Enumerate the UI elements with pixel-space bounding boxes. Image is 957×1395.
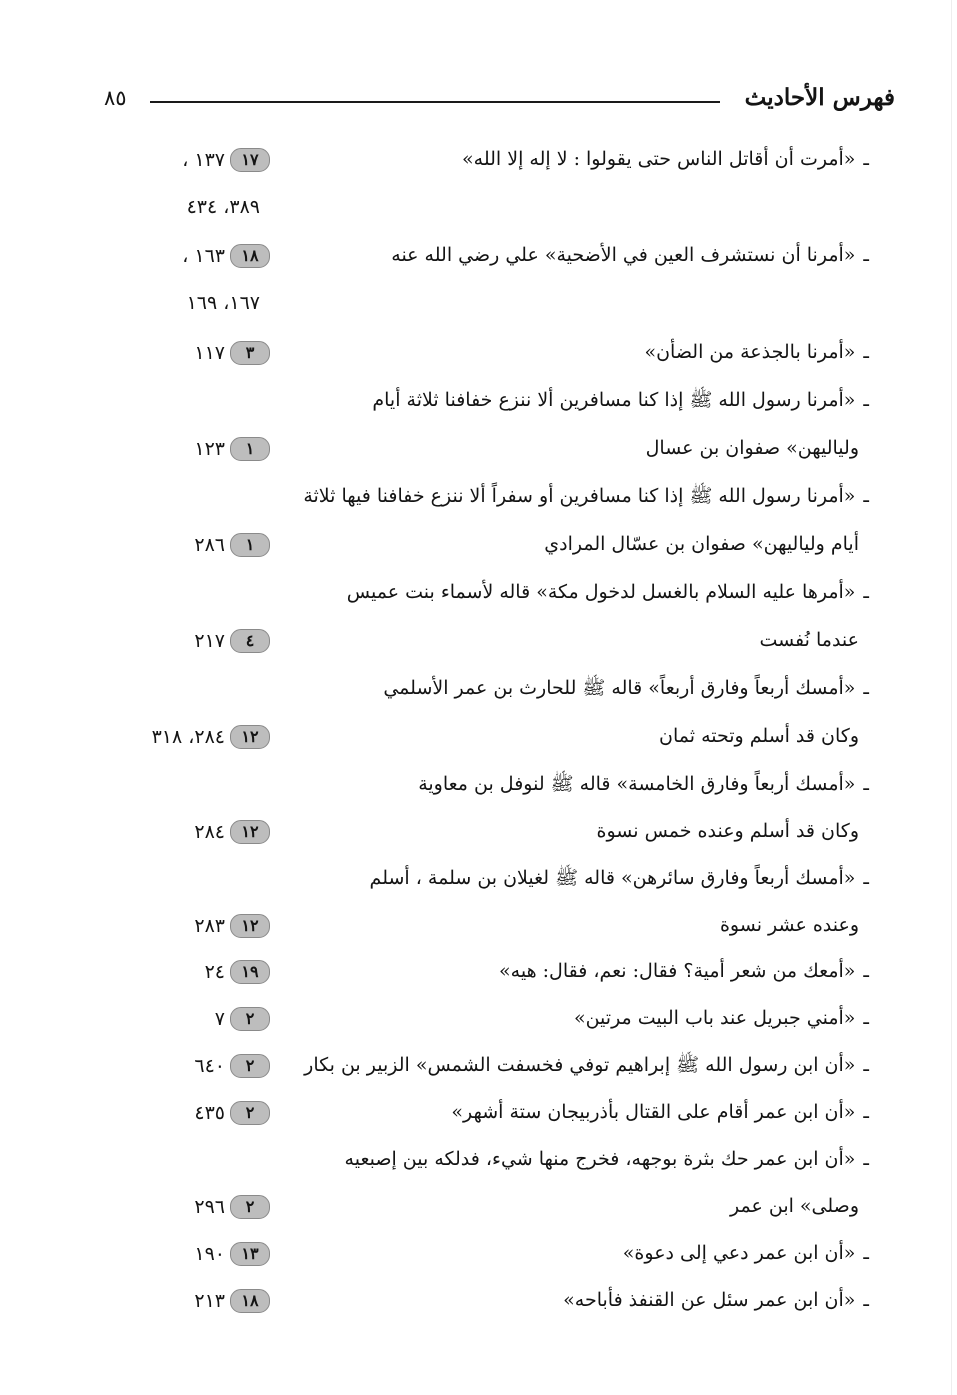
- volume-badge: ١٣: [230, 1242, 270, 1266]
- volume-badge: ١٢: [230, 725, 270, 749]
- reference: [100, 723, 270, 749]
- volume-badge: ١٢: [230, 820, 270, 844]
- hadith-text: «أن ابن عمر أقام على القتال بأذربيجان ستة أشهر»: [451, 1101, 856, 1123]
- hadith-text: «أمسك أربعاً وفارق سائرهن» قاله ﷺ لغيلان بن سلمة ، أسلم: [369, 867, 856, 889]
- reference: [100, 531, 270, 557]
- entry-dash: ـ: [863, 1289, 869, 1311]
- volume-badge: ١٨: [230, 244, 270, 268]
- scan-margin-line: [951, 0, 952, 1395]
- hadith-entry: [370, 865, 869, 891]
- reference: [100, 146, 270, 172]
- entry-dash: ـ: [863, 581, 869, 603]
- hadith-text: «أن ابن رسول الله ﷺ إبراهيم توفي فخسفت الشمس» الزبير بن بكار: [304, 1054, 856, 1076]
- hadith-text-continued: ولياليهن» صفوان بن عسال: [645, 437, 859, 459]
- hadith-text-continued: أيام ولياليهن» صفوان بن عسّال المرادي: [544, 533, 859, 555]
- entry-dash: ـ: [863, 677, 869, 699]
- hadith-text: «أمرنا بالجذعة من الضأن»: [644, 341, 856, 363]
- reference: [100, 958, 270, 984]
- hadith-text: «أمرت أن أقاتل الناس حتى يقولوا : لا إله إلا الله»: [462, 148, 856, 170]
- hadith-entry: [462, 146, 869, 172]
- reference: [100, 818, 270, 844]
- entry-dash: ـ: [863, 960, 869, 982]
- volume-badge: ١٧: [230, 148, 270, 172]
- page-refs: ٧: [214, 1008, 225, 1030]
- hadith-text: «أمرنا رسول الله ﷺ إذا كنا مسافرين ألا ننزع خفافنا ثلاثة أيام: [372, 389, 856, 411]
- page-refs: ٤٣٥: [194, 1102, 225, 1124]
- page-refs-continued: ١٦٧، ١٦٩: [186, 292, 260, 314]
- entry-dash: ـ: [863, 773, 869, 795]
- volume-badge: ٢: [230, 1054, 270, 1078]
- page-refs: ٢٨٤، ٣١٨: [151, 726, 225, 748]
- volume-badge: ١: [230, 533, 270, 557]
- reference: [100, 339, 270, 365]
- page-number: ٨٥: [104, 86, 127, 110]
- hadith-text-continued: وكان قد أسلم وعنده خمس نسوة: [596, 820, 859, 842]
- hadith-text: «أمرها عليه السلام بالغسل لدخول مكة» قاله لأسماء بنت عميس: [346, 581, 856, 603]
- entry-dash: ـ: [863, 389, 869, 411]
- hadith-text: «أمسك أربعاً وفارق أربعاً» قاله ﷺ للحارث بن عمر الأسلمي: [383, 677, 856, 699]
- entry-dash: ـ: [863, 485, 869, 507]
- volume-badge: ١: [230, 437, 270, 461]
- reference: [100, 1193, 270, 1219]
- entry-dash: ـ: [863, 1007, 869, 1029]
- hadith-entry: [451, 1099, 869, 1125]
- entry-dash: ـ: [863, 244, 869, 266]
- volume-badge: ١٨: [230, 1289, 270, 1313]
- volume-badge: ٢: [230, 1007, 270, 1031]
- hadith-entry: [563, 1287, 869, 1313]
- page-refs: ١٩٠: [194, 1243, 225, 1265]
- page-refs: ١٦٣ ،: [182, 245, 225, 267]
- hadith-text-continued: وكان قد أسلم وتحته ثمان: [659, 725, 859, 747]
- page-refs: ٢٤: [204, 961, 225, 983]
- header-rule: [150, 101, 720, 103]
- hadith-text: «أن ابن عمر حك بثرة بوجهه، فخرج منها شيء، فدلكه بين إصبعيه: [344, 1148, 856, 1170]
- page-refs-continued: ٣٨٩، ٤٣٤: [186, 196, 260, 218]
- hadith-text: «أمرنا رسول الله ﷺ إذا كنا مسافرين أو سفراً ألا ننزع خفافنا فيها ثلاثة: [303, 485, 856, 507]
- reference: [100, 1287, 270, 1313]
- reference: [100, 912, 270, 938]
- reference: [100, 1052, 270, 1078]
- entry-dash: ـ: [863, 1148, 869, 1170]
- hadith-text: «أن ابن عمر دعي إلى دعوة»: [622, 1242, 856, 1264]
- entry-dash: ـ: [863, 1242, 869, 1264]
- hadith-entry: [303, 483, 869, 509]
- page-refs: ٢٨٤: [194, 821, 225, 843]
- hadith-entry: [499, 958, 869, 984]
- reference: [100, 1005, 270, 1031]
- hadith-entry: [644, 339, 869, 365]
- page-refs: ٢٩٦: [194, 1196, 225, 1218]
- volume-badge: ٢: [230, 1101, 270, 1125]
- page-refs: ٢١٣: [194, 1290, 225, 1312]
- page-refs: ٢٨٣: [194, 915, 225, 937]
- hadith-text: «أمرنا أن نستشرف العين في الأضحية» علي رضي الله عنه: [391, 244, 856, 266]
- volume-badge: ١٢: [230, 914, 270, 938]
- hadith-entry: [391, 242, 869, 268]
- entry-dash: ـ: [863, 341, 869, 363]
- hadith-entry: [304, 1052, 869, 1078]
- reference: [100, 242, 270, 268]
- entry-dash: ـ: [863, 148, 869, 170]
- hadith-text: «أمسك أربعاً وفارق الخامسة» قاله ﷺ لنوفل بن معاوية: [418, 773, 856, 795]
- page-refs: ٢١٧: [194, 630, 225, 652]
- reference: [100, 1240, 270, 1266]
- reference: [100, 1099, 270, 1125]
- reference: [100, 627, 270, 653]
- entry-dash: ـ: [863, 867, 869, 889]
- volume-badge: ١٩: [230, 960, 270, 984]
- hadith-entry: [383, 675, 869, 701]
- hadith-text: «أمعك من شعر أمية؟ فقال: نعم، فقال: هيه»: [499, 960, 856, 982]
- page-refs: ١٢٣: [194, 438, 225, 460]
- volume-badge: ٣: [230, 341, 270, 365]
- page-refs: ٢٨٦: [194, 534, 225, 556]
- hadith-entry: [623, 1240, 869, 1266]
- hadith-text-continued: وصلى» ابن عمر: [730, 1195, 859, 1217]
- page-refs: ٦٤٠: [194, 1055, 225, 1077]
- page-title: فهرس الأحاديث: [744, 84, 895, 111]
- entry-dash: ـ: [863, 1101, 869, 1123]
- hadith-entry: [347, 579, 869, 605]
- hadith-entry: [372, 387, 869, 413]
- hadith-entry: [418, 771, 869, 797]
- hadith-text: «أمني جبريل عند باب البيت مرتين»: [573, 1007, 856, 1029]
- volume-badge: ٤: [230, 629, 270, 653]
- hadith-text-continued: عندما نُفست: [759, 629, 859, 651]
- hadith-entry: [345, 1146, 869, 1172]
- entry-dash: ـ: [863, 1054, 869, 1076]
- hadith-entry: [574, 1005, 869, 1031]
- hadith-text: «أن ابن عمر سئل عن القنفذ فأباحه»: [563, 1289, 856, 1311]
- page-refs: ١٣٧ ،: [182, 149, 225, 171]
- volume-badge: ٢: [230, 1195, 270, 1219]
- reference: [100, 435, 270, 461]
- hadith-text-continued: وعنده عشر نسوة: [719, 914, 859, 936]
- page-refs: ١١٧: [194, 342, 225, 364]
